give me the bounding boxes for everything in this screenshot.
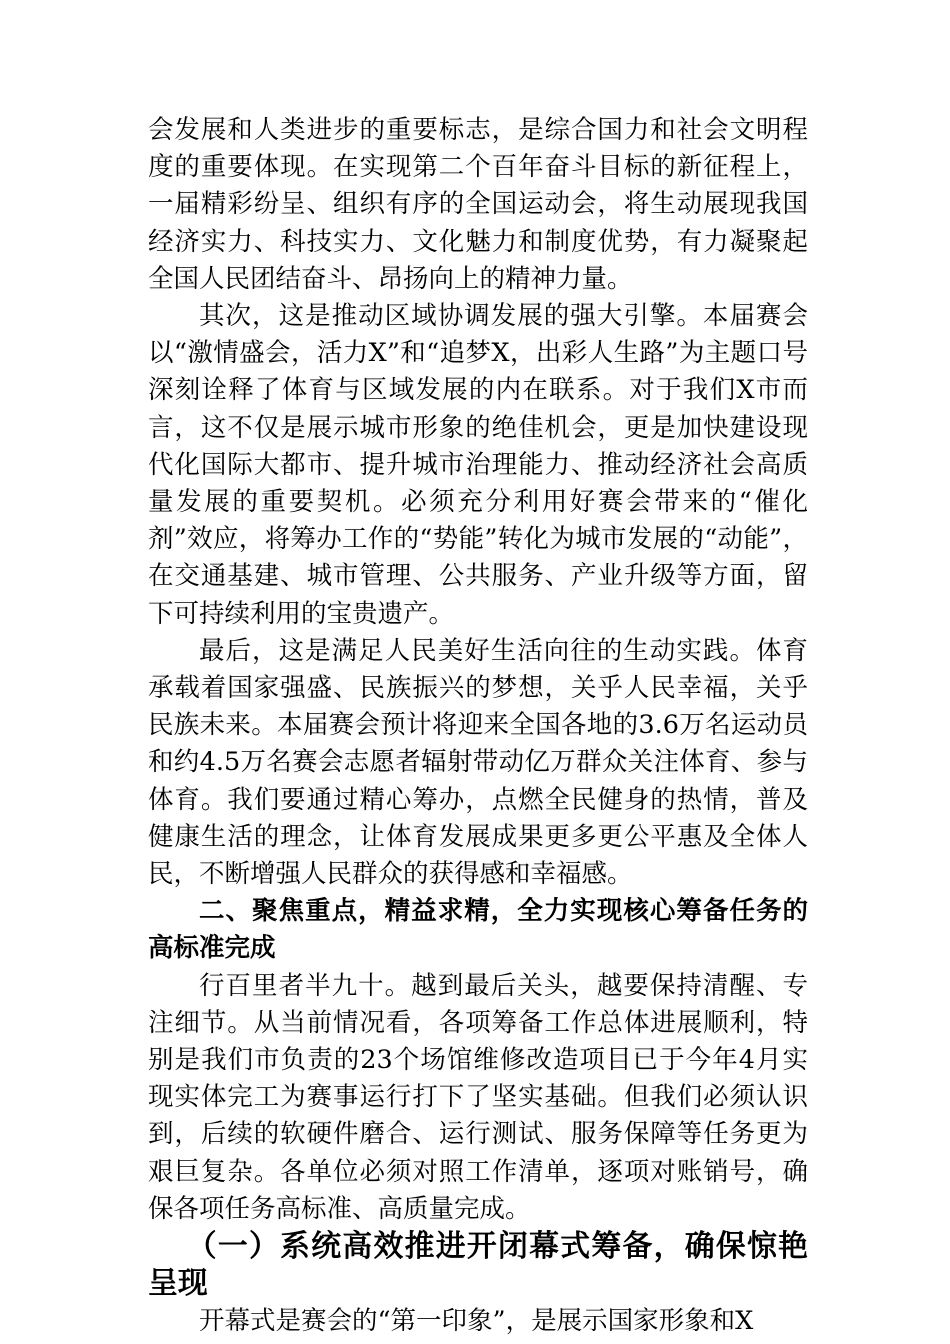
body-paragraph: 其次，这是推动区域协调发展的强大引擎。本届赛会以“激情盛会，活力X”和“追梦X，出彩人生路”为主题口号深刻诠释了体育与区域发展的内在联系。对于我们X市而言，这不仅是展示城市形象的绝佳机会，更是加快建设现代化国际大都市、提升城市治理能力、推动经济社会高质量发展的重要契机。必须充分利用好赛会带来的“催化剂”效应，将筹办工作的“势能”转化为城市发展的“动能”，在交通基建、城市管理、公共服务、产业升级等方面，留下可持续利用的宝贵遗产。: [148, 301, 808, 629]
body-paragraph: 开幕式是赛会的“第一印象”，是展示国家形象和X: [199, 1305, 754, 1336]
section-heading: 二、聚焦重点，精益求精，全力实现核心筹备任务的高标准完成: [148, 896, 808, 964]
document-page: [148, 112, 808, 1340]
subsection-heading: （一）系统高效推进开闭幕式筹备，确保惊艳呈现: [148, 1229, 808, 1302]
body-paragraph: 行百里者半九十。越到最后关头，越要保持清醒、专注细节。从当前情况看，各项筹备工作总体进展顺利，特别是我们市负责的23个场馆维修改造项目已于今年4月实现实体完工为赛事运行打下了坚实基础。但我们必须认识到，后续的软硬件磨合、运行测试、服务保障等任务更为艰巨复杂。各单位必须对照工作清单，逐项对账销号，确保各项任务高标准、高质量完成。: [148, 970, 808, 1224]
body-paragraph: 会发展和人类进步的重要标志，是综合国力和社会文明程度的重要体现。在实现第二个百年奋斗目标的新征程上，一届精彩纷呈、组织有序的全国运动会，将生动展现我国经济实力、科技实力、文化魅力和制度优势，有力凝聚起全国人民团结奋斗、昂扬向上的精神力量。: [148, 115, 808, 294]
body-paragraph: 最后，这是满足人民美好生活向往的生动实践。体育承载着国家强盛、民族振兴的梦想，关乎人民幸福，关乎民族未来。本届赛会预计将迎来全国各地的3.6万名运动员和约4.5万名赛会志愿者辐射带动亿万群众关注体育、参与体育。我们要通过精心筹办，点燃全民健身的热情，普及健康生活的理念，让体育发展成果更多更公平惠及全体人民，不断增强人民群众的获得感和幸福感。: [148, 635, 808, 890]
